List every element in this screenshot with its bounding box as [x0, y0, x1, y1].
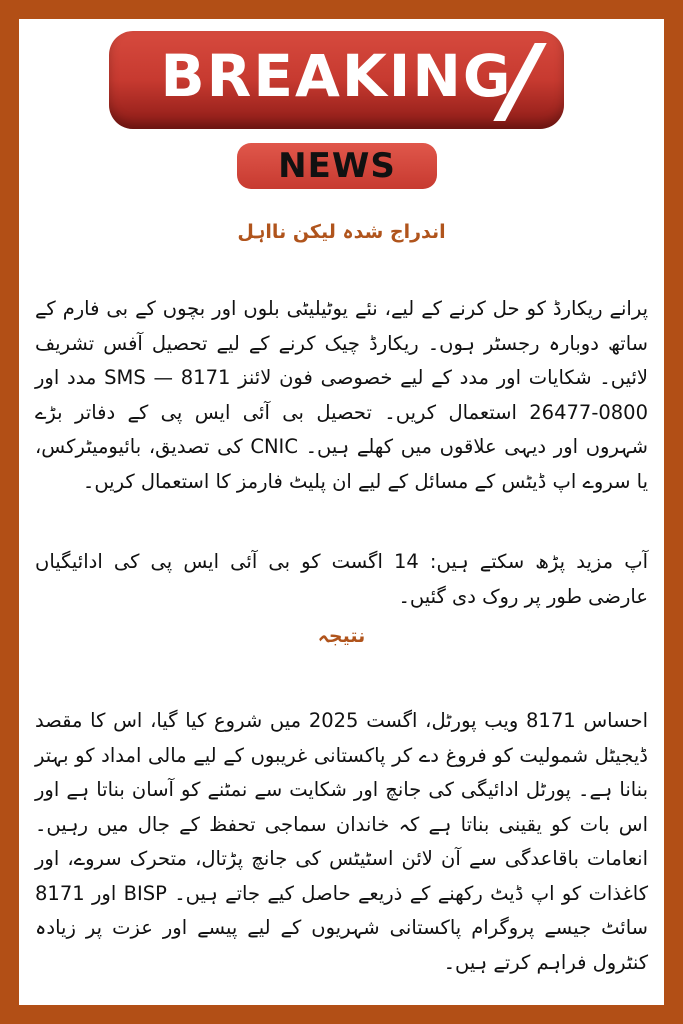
logo-bottom-banner — [237, 143, 437, 189]
article-card — [19, 19, 664, 1005]
logo-news-text: NEWS — [278, 146, 396, 186]
logo-top-banner — [109, 31, 564, 129]
logo-breaking-text: BREAKING — [160, 42, 513, 110]
section-heading-ineligible: اندراج شدہ لیکن نااہل — [237, 221, 446, 243]
section-heading-conclusion: نتیجہ — [317, 625, 366, 647]
paragraph-registration: پرانے ریکارڈ کو حل کرنے کے لیے، نئے یوٹیلیٹی بلوں اور بچوں کے بی فارم کے ساتھ دوبارہ رجسٹر ہوں۔ ریکارڈ چیک کرنے کے لیے تحصیل آفس تشریف لائیں۔ شکایات اور مدد کے لیے خصوصی فون لائنز 8171 — SMS مدد اور 0800-26477 استعمال کریں۔ تحصیل بی آئی ایس پی کے دفاتر بڑے شہروں اور دیہی علاقوں میں کھلے ہیں۔ CNIC کی تصدیق، بائیومیٹرکس، یا سروے اپ ڈیٹس کے مسائل کے لیے ان پلیٹ فارمز کا استعمال کریں۔ — [35, 297, 648, 493]
paragraph-conclusion: احساس 8171 ویب پورٹل، اگست 2025 میں شروع کیا گیا، اس کا مقصد ڈیجیٹل شمولیت کو فروغ دے کر پاکستانی غریبوں کے لیے مالی امداد کو بہتر بنانا ہے۔ پورٹل ادائیگی کی جانچ اور شکایت سے نمٹنے کو آسان بناتا ہے اور اس بات کو یقینی بناتا ہے کہ خاندان سماجی تحفظ کے جال میں رہیں۔ انعامات باقاعدگی سے آن لائن اسٹیٹس کی جانچ پڑتال، متحرک سروے، اور کاغذات کو اپ ڈیٹ رکھنے کے ذریعے حاصل کیے جاتے ہیں۔ BISP اور 8171 سائٹ جیسے پروگرام پاکستانی شہریوں کے لیے پیسے اور عزت پر زیادہ کنٹرول فراہم کرتے ہیں۔ — [35, 709, 648, 974]
paragraph-read-more: آپ مزید پڑھ سکتے ہیں: 14 اگست کو بی آئی ایس پی کی ادائیگیاں عارضی طور پر روک دی گئیں۔ — [35, 550, 648, 608]
breaking-news-logo — [109, 31, 564, 191]
